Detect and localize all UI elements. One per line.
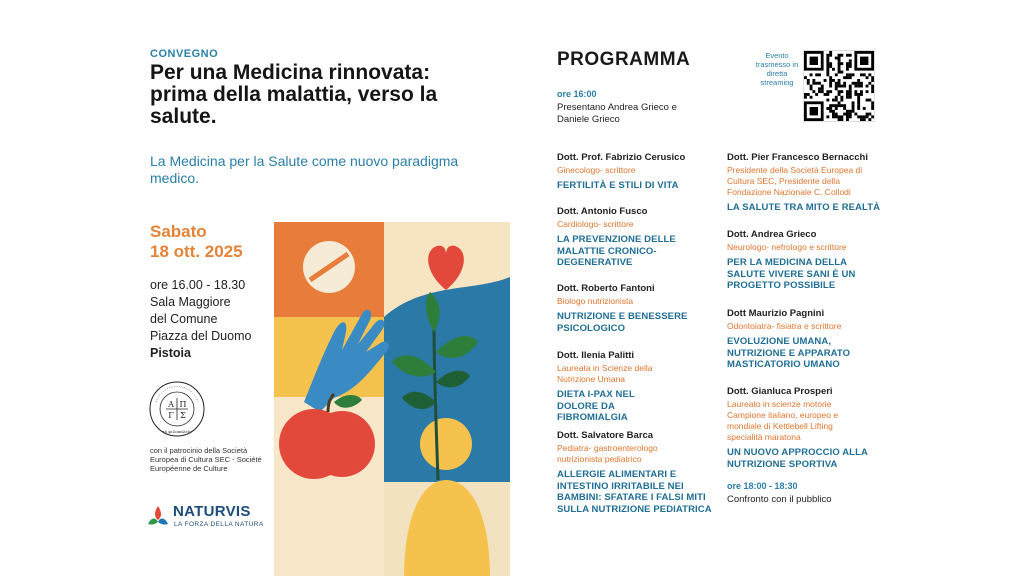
speaker-name: Dott. Andrea Grieco (727, 229, 817, 240)
speaker-role: Laureata in Scienze della Nutrizione Umana (557, 363, 653, 384)
sec-seal-logo (148, 380, 206, 438)
talk-title: EVOLUZIONE UMANA, NUTRIZIONE E APPARATO MASTICATORIO UMANO (727, 336, 851, 370)
event-date (150, 222, 243, 262)
streaming-note: Evento trasmesso in diretta streaming (755, 51, 799, 87)
speaker-role: Cardiologo- scrittore (557, 219, 634, 229)
event-city: Pistoia (150, 346, 191, 360)
event-venue-line-3: Piazza del Duomo (150, 329, 252, 343)
speaker-role: Presidente della Società Europea di Cultura SEC, Presidente della Fondazione Nazionale C. Collodi (727, 165, 863, 197)
speaker-name: Dott Maurizio Pagnini (727, 308, 825, 319)
talk-title: FERTILITÀ E STILI DI VITA (557, 180, 679, 191)
talk-title: LA SALUTE TRA MITO E REALTÀ (727, 202, 881, 213)
talk-title: ALLERGIE ALIMENTARI E INTESTINO IRRITABILE NEI BAMBINI: SFATARE I FALSI MITI SULLA NUTRIZIONE PEDIATRICA (557, 469, 712, 515)
opening-time: ore 16:00 (557, 89, 597, 99)
opening-text: Presentano Andrea Grieco e Daniele Grieco (557, 102, 677, 125)
speaker-name: Dott. Roberto Fantoni (557, 283, 655, 294)
speaker-name: Dott. Pier Francesco Bernacchi (727, 152, 868, 163)
event-time: ore 16.00 - 18.30 (150, 278, 246, 292)
svg-text:Α: Α (168, 400, 174, 409)
talk-title: PER LA MEDICINA DELLA SALUTE VIVERE SANI È UN PROGETTO POSSIBILE (727, 257, 856, 291)
pill-icon (303, 241, 355, 293)
speaker-card (557, 350, 719, 424)
closing-text: Confronto con il pubblico (727, 494, 832, 505)
speaker-card (727, 152, 889, 214)
speaker-role: Pediatra- gastroenterologo nutrizionista pediatrico (557, 443, 658, 464)
event-venue-line-2: del Comune (150, 312, 218, 326)
speaker-name: Dott. Antonio Fusco (557, 206, 648, 217)
health-illustration (274, 222, 510, 576)
sponsor-tagline: LA FORZA DELLA NATURA (174, 521, 264, 528)
speaker-card (727, 229, 889, 292)
speaker-card (727, 308, 889, 371)
qr-code[interactable] (803, 50, 875, 122)
patronage-text: con il patrocinio della Società Europea di Cultura SEC - Société Européenne de Culture (150, 446, 262, 473)
talk-title: UN NUOVO APPROCCIO ALLA NUTRIZIONE SPORTIVA (727, 447, 868, 470)
program-title: PROGRAMMA (557, 49, 691, 70)
speaker-name: Dott. Prof. Fabrizio Cerusico (557, 152, 686, 163)
speaker-role: Laureato in scienze motorie Campione italiano, europeo e mondiale di Kettlebell Lifting specialità maratona (727, 399, 839, 442)
closing-time: ore 18:00 - 18:30 (727, 481, 798, 491)
speaker-role: Biologo nutrizionista (557, 296, 634, 306)
event-venue-line-1: Sala Maggiore (150, 295, 231, 309)
speaker-card (557, 152, 719, 192)
svg-text:Σ: Σ (180, 411, 186, 420)
event-subtitle: La Medicina per la Salute come nuovo paradigma medico. (150, 153, 459, 186)
event-day: Sabato (150, 222, 207, 241)
event-title: Per una Medicina rinnovata: prima della malattia, verso la salute. (150, 61, 438, 128)
speaker-role: Odontoiatra- fisiatra e scrittore (727, 321, 842, 331)
talk-title: LA PREVENZIONE DELLE MALATTIE CRONICO-DEGENERATIVE (557, 234, 676, 268)
svg-text:Π: Π (179, 400, 187, 409)
speaker-role: Neurologo- nefrologo e scrittore (727, 242, 847, 252)
speaker-card (557, 430, 719, 515)
speaker-card (557, 283, 719, 334)
svg-text:Γ: Γ (168, 411, 174, 420)
sponsor-name: NATURVIS (173, 503, 251, 520)
talk-title: NUTRIZIONE E BENESSERE PSICOLOGICO (557, 311, 688, 334)
event-date-full: 18 ott. 2025 (150, 242, 243, 261)
speaker-name: Dott. Ilenia Palitti (557, 350, 635, 361)
speaker-card (557, 206, 719, 269)
event-kicker: CONVEGNO (150, 48, 219, 60)
speaker-name: Dott. Gianluca Prosperi (727, 386, 833, 397)
speaker-card (727, 386, 889, 470)
speaker-name: Dott. Salvatore Barca (557, 430, 654, 441)
naturvis-logo-icon (146, 504, 170, 528)
svg-text:τὸ φιλοκαλεῖν: τὸ φιλοκαλεῖν (162, 429, 192, 434)
talk-title: DIETA I-PAX NEL DOLORE DA FIBROMIALGIA (557, 389, 635, 423)
speaker-role: Ginecologo- scrittore (557, 165, 636, 175)
